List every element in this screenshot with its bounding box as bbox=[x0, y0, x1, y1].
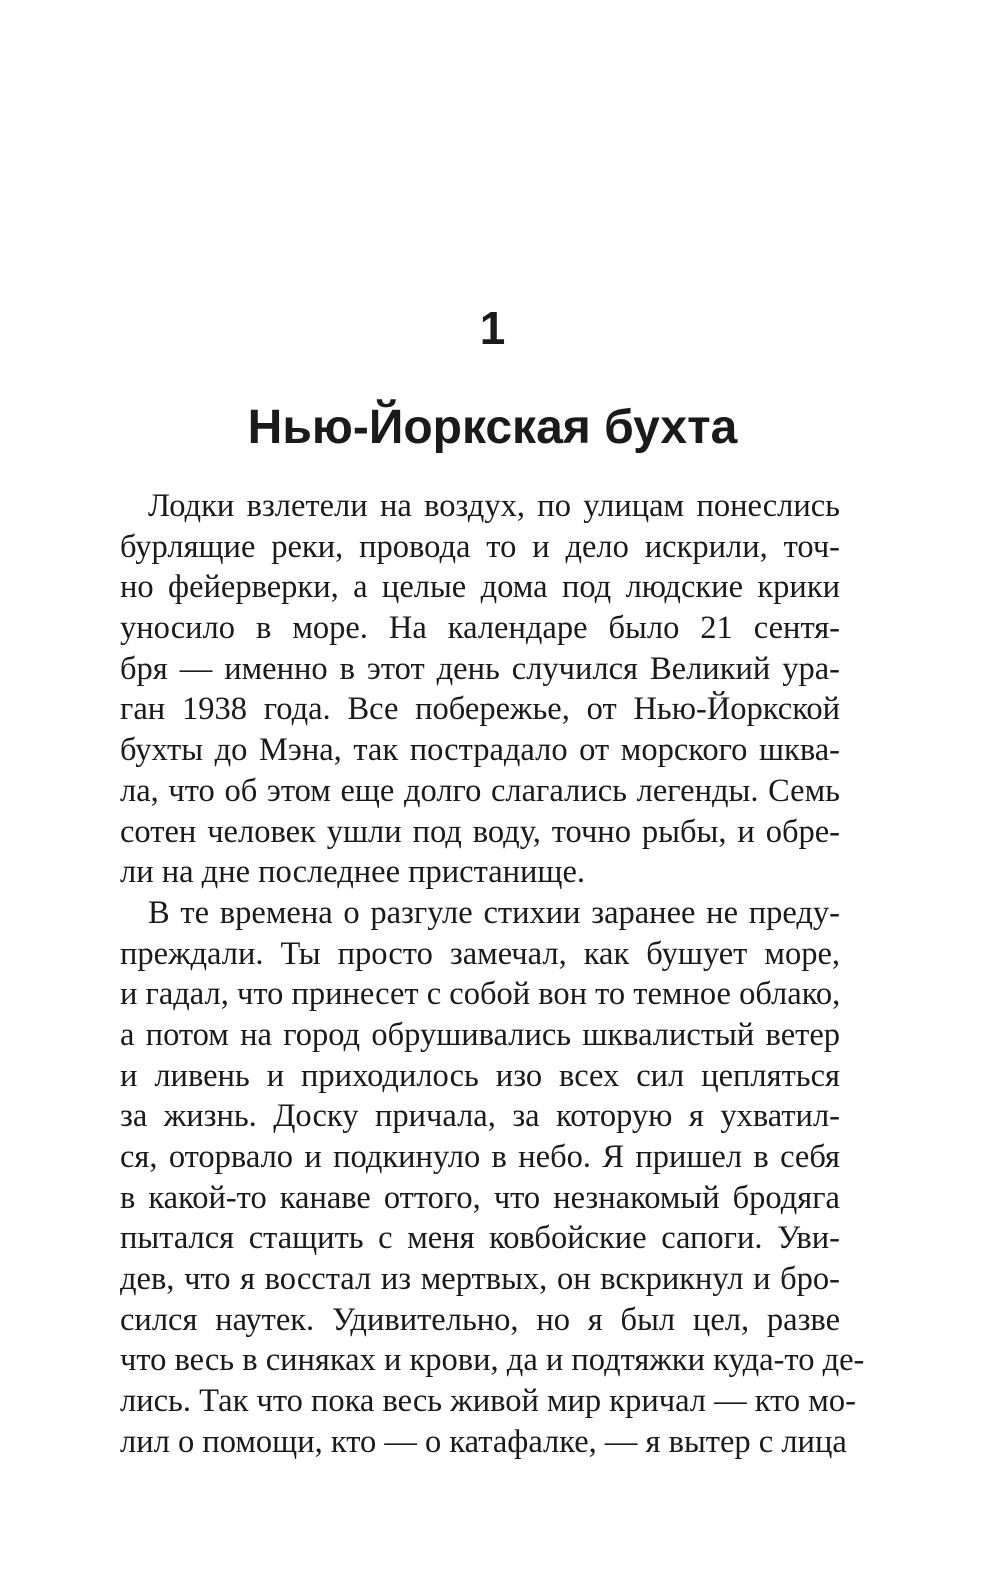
paragraph-1-line: ли на дне последнее пристанище. bbox=[120, 854, 585, 891]
paragraph-2-line: лись. Так что пока весь живой мир кричал — кто мо- bbox=[120, 1383, 856, 1420]
paragraph-1-line: Лодки взлетели на воздух, по улицам понеслись bbox=[148, 488, 840, 524]
paragraph-2-line: В те времена о разгуле стихии заранее не преду- bbox=[148, 894, 840, 931]
paragraph-1-line: уносило в море. На календаре было 21 сентя- bbox=[120, 610, 840, 647]
paragraph-2-line: преждали. Ты просто замечал, как бушует море, bbox=[120, 935, 840, 972]
paragraph-2-line: ся, оторвало и подкинуло в небо. Я пришел в себя bbox=[120, 1139, 840, 1175]
paragraph-2-line: что весь в синяках и крови, да и подтяжки куда-то де- bbox=[120, 1342, 865, 1379]
paragraph-1-line: бурлящие реки, провода то и дело искрили, точ- bbox=[120, 528, 840, 565]
paragraph-2-line: а потом на город обрушивались шквалистый ветер bbox=[120, 1016, 840, 1053]
paragraph-1-line: ла, что об этом еще долго слагались легенды. Семь bbox=[120, 772, 840, 809]
paragraph-1-line: сотен человек ушли под воду, точно рыбы, и обре- bbox=[120, 813, 840, 850]
chapter-number: 1 bbox=[479, 302, 506, 354]
paragraph-2-line: пытался стащить с меня ковбойские сапоги. Уви- bbox=[120, 1220, 840, 1257]
chapter-body bbox=[120, 486, 865, 1463]
paragraph-2-line: дев, что я восстал из мертвых, он вскрикнул и бро- bbox=[120, 1261, 840, 1298]
paragraph-2-line: за жизнь. Доску причала, за которую я ухватил- bbox=[120, 1098, 840, 1135]
paragraph-2-line: и гадал, что принесет с собой вон то темное облако, bbox=[120, 976, 841, 1013]
chapter-title: Нью-Йоркская бухта bbox=[247, 401, 738, 454]
paragraph-2-line: и ливень и приходилось изо всех сил цепляться bbox=[120, 1057, 840, 1094]
paragraph-2-line: сился наутек. Удивительно, но я был цел, разве bbox=[120, 1301, 840, 1338]
paragraph-1-line: но фейерверки, а целые дома под людские крики bbox=[120, 569, 840, 606]
paragraph-1-line: ган 1938 года. Все побережье, от Нью-Йоркской bbox=[120, 691, 840, 728]
paragraph-2-line: лил о помощи, кто — о катафалке, — я вытер с лица bbox=[120, 1423, 847, 1460]
paragraph-2-line: в какой-то канаве оттого, что незнакомый бродяга bbox=[120, 1179, 840, 1216]
paragraph-1-line: бухты до Мэна, так пострадало от морского шква- bbox=[120, 732, 840, 769]
paragraph-1-line: бря — именно в этот день случился Великий ура- bbox=[120, 650, 840, 687]
